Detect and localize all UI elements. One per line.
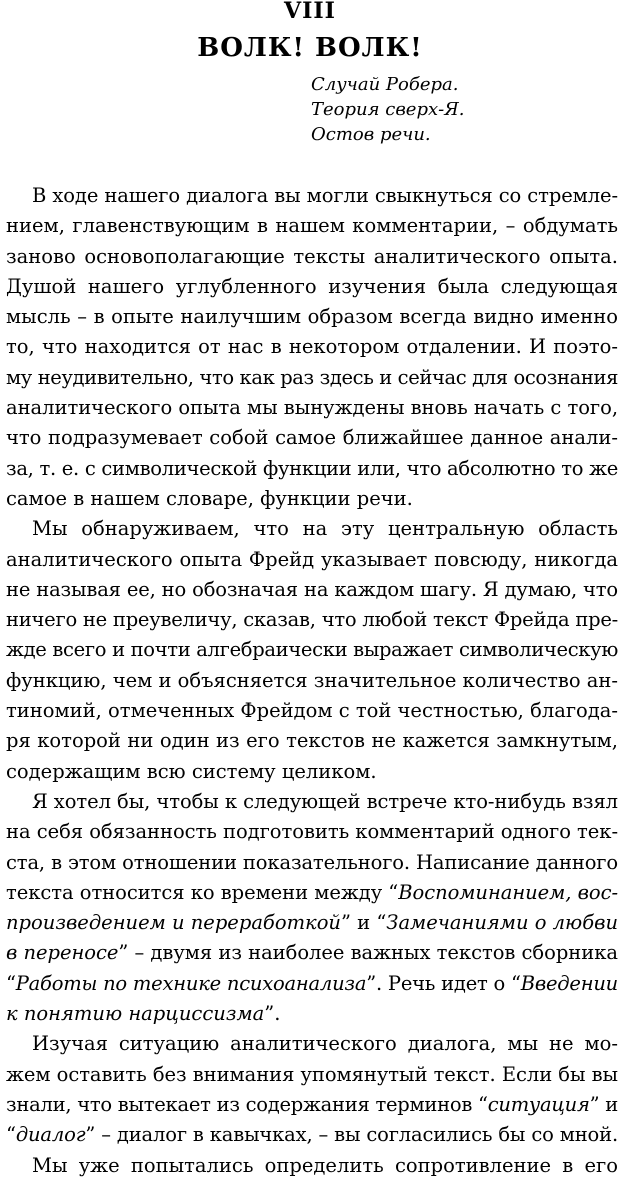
text-line: текста относится ко времени между “Воспоминанием, вос- [6, 880, 618, 904]
text-line: к понятию нарциссизма”. [6, 1002, 281, 1026]
text-line: знали, что вытекает из содержания терминов “ситуация” и [6, 1092, 619, 1116]
text-line: в переносе” – двумя из наиболее важных текстов сборника [6, 941, 618, 965]
text-line: произведением и переработкой” и “Замечаниями о любви [6, 911, 618, 935]
text-line: Душой нашего углубленного изучения была следующая [6, 274, 618, 298]
epigraph-line: Случай Робера. [311, 74, 459, 95]
epigraph-line: Теория сверх-Я. [311, 99, 465, 120]
text-line: жем оставить без внимания упомянутый текст. Если бы вы [6, 1062, 618, 1086]
epigraph-line: Остов речи. [311, 124, 431, 145]
text-line: мысль – в опыте наилучшим образом всегда видно именно [6, 305, 618, 329]
text-line: содержащим всю систему целиком. [6, 759, 377, 783]
chapter-title: ВОЛК! ВОЛК! [197, 33, 423, 63]
text-line: заново основополагающие тексты аналитического опыта. [6, 244, 618, 268]
text-line: Мы уже попытались определить сопротивление в его [32, 1153, 618, 1177]
text-line: “диалог” – диалог в кавычках, – вы согласились бы со мной. [6, 1123, 618, 1147]
text-line: функцию, чем и объясняется значительное количество ан- [6, 668, 618, 692]
text-line: то, что находится от нас в некотором отдалении. И поэто- [6, 335, 618, 359]
text-line: ря которой ни один из его текстов не кажется замкнутым, [6, 729, 618, 753]
text-line: тиномий, отмеченных Фрейдом с той честностью, благода- [6, 699, 618, 723]
text-line: жде всего и почти алгебраически выражает символическую [6, 638, 618, 662]
chapter-number: VIII [284, 0, 336, 24]
text-line: на себя обязанность подготовить комментарий одного тек- [6, 820, 618, 844]
text-line: му неудивительно, что как раз здесь и сейчас для осознания [6, 365, 618, 389]
epigraph [311, 72, 571, 147]
body-text [6, 181, 618, 1181]
text-line: что подразумевает собой самое ближайшее данное анали- [6, 426, 618, 450]
text-line: аналитического опыта мы вынуждены вновь начать с того, [6, 396, 618, 420]
text-line: за, т. е. с символической функции или, что абсолютно то же [6, 456, 618, 480]
text-line: Изучая ситуацию аналитического диалога, мы не мо- [32, 1032, 618, 1056]
text-line: “Работы по технике психоанализа”. Речь идет о “Введении [6, 971, 618, 995]
text-line: нием, главенствующим в нашем комментарии, – обдумать [6, 214, 618, 238]
text-line: Мы обнаруживаем, что на эту центральную область [32, 517, 618, 541]
text-line: Я хотел бы, чтобы к следующей встрече кто-нибудь взял [32, 789, 618, 813]
text-line: ничего не преувеличу, сказав, что любой текст Фрейда пре- [6, 608, 618, 632]
text-line: В ходе нашего диалога вы могли свыкнуться со стремле- [32, 184, 618, 207]
text-line: аналитического опыта Фрейд указывает повсюду, никогда [6, 547, 618, 571]
text-line: не называя ее, но обозначая на каждом шагу. Я думаю, что [6, 577, 618, 601]
text-line: самое в нашем словаре, функции речи. [6, 486, 413, 510]
text-line: ста, в этом отношении показательного. Написание данного [6, 850, 618, 874]
